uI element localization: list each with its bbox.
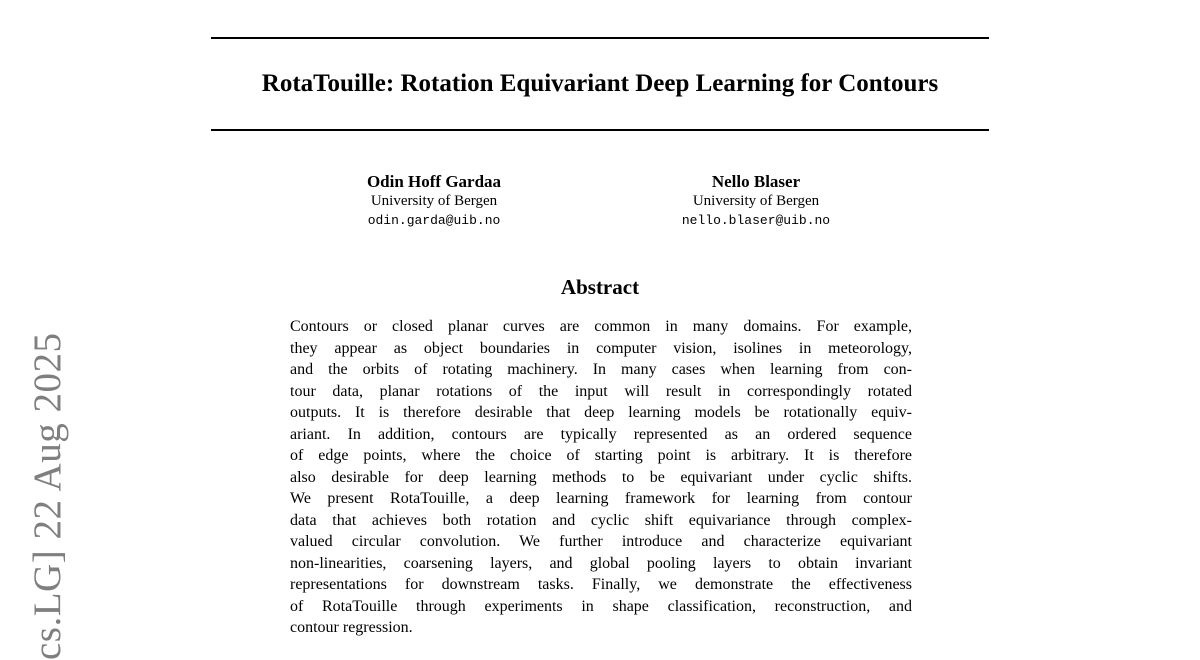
abstract-line: representations for downstream tasks. Finally, we demonstrate the effectiveness [290,576,912,593]
author-name: Odin Hoff Gardaa [366,172,502,191]
author-affiliation: University of Bergen [370,193,498,209]
abstract-line: of RotaTouille through experiments in shape classification, reconstruction, and [290,597,912,615]
author-block-2 [626,172,886,231]
abstract-heading: Abstract [560,275,640,299]
abstract-line: they appear as object boundaries in computer vision, isolines in meteorology, [290,339,912,357]
arxiv-side-stamp: cs.LG] 22 Aug 2025 [26,332,69,660]
abstract-body [290,316,912,639]
abstract-line: data that achieves both rotation and cyclic shift equivariance through complex- [290,511,912,529]
abstract-line: also desirable for deep learning methods to be equivariant under cyclic shifts. [290,468,912,486]
paper-title: RotaTouille: Rotation Equivariant Deep Learning for Contours [261,70,939,97]
author-name: Nello Blaser [711,172,801,191]
author-block-1 [304,172,564,231]
author-affiliation: University of Bergen [692,193,820,209]
title-top-rule [211,37,989,39]
abstract-line: tour data, planar rotations of the input will result in correspondingly rotated [290,382,912,400]
abstract-line: Contours or closed planar curves are common in many domains. For example, [290,318,912,335]
author-email: odin.garda@uib.no [367,213,501,228]
author-email: nello.blaser@uib.no [681,213,831,228]
title-bottom-rule [211,129,989,131]
abstract-line: valued circular convolution. We further introduce and characterize equivariant [290,533,912,550]
abstract-line: outputs. It is therefore desirable that deep learning models be rotationally equiv- [290,404,912,421]
abstract-line: contour regression. [290,619,413,636]
abstract-line: We present RotaTouille, a deep learning framework for learning from contour [290,490,912,507]
abstract-line: and the orbits of rotating machinery. In many cases when learning from con- [290,361,912,378]
abstract-line: non-linearities, coarsening layers, and global pooling layers to obtain invariant [290,554,912,572]
abstract-line: of edge points, where the choice of starting point is arbitrary. It is therefore [290,447,912,464]
abstract-line: ariant. In addition, contours are typically represented as an ordered sequence [290,425,912,443]
